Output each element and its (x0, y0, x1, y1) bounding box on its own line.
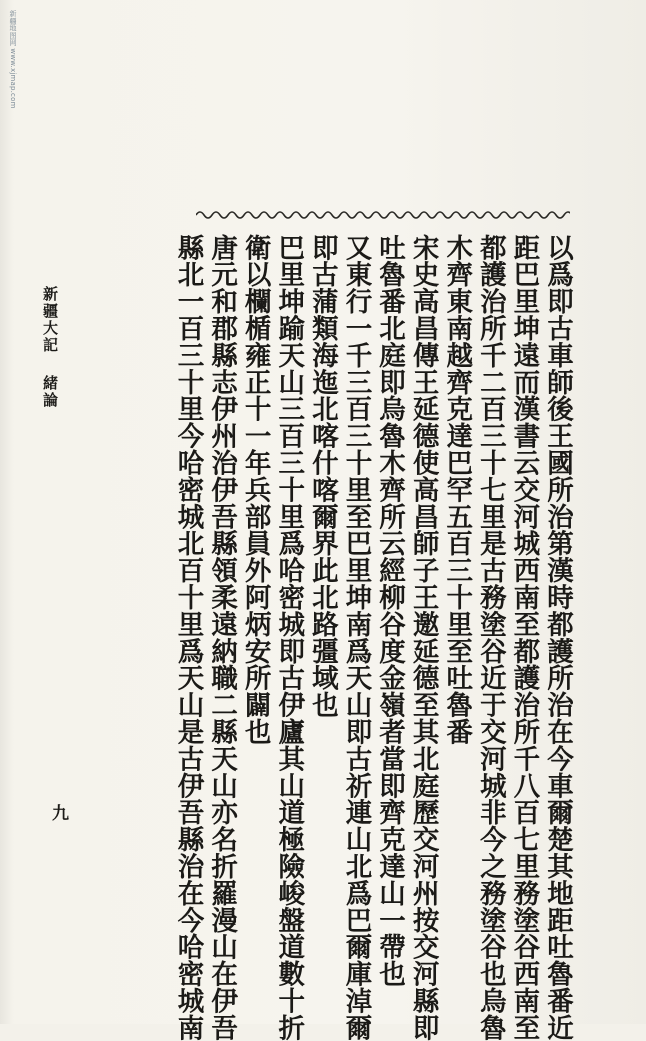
text-column-8: 即古蒲類海迤北喀什喀爾界此北路彊域也 (306, 234, 338, 719)
text-column-10: 衛以欄楯雍正十一年兵部員外阿炳安所闢也 (239, 234, 271, 746)
page-number: 九 (48, 804, 68, 821)
text-column-11: 唐元和郡縣志伊州治伊吾縣領柔遠納職二縣天山亦名折羅漫山在伊吾 (206, 234, 238, 1041)
site-watermark: 新疆地图网 www.xjmap.com (9, 10, 17, 109)
text-column-3: 都護治所千二百三十七里是古務塗谷近于交河城非今之務塗谷也烏魯 (474, 234, 506, 1041)
text-column-2: 距巴里坤遠而漢書云交河城西南至都護治所千八百七里務塗谷西南至 (508, 234, 540, 1041)
text-column-7: 又東行一千三百三十里至巴里坤南爲天山即古祈連山北爲巴爾庫淖爾 (340, 234, 372, 1041)
book-title: 新疆大記 (41, 286, 59, 354)
vertical-body-text (171, 234, 574, 1041)
text-column-9: 巴里坤踰天山三百三十里爲哈密城即古伊廬其山道極險峻盤道數十折 (273, 234, 305, 1041)
section-title: 緒論 (41, 375, 59, 410)
text-column-6: 吐魯番北庭即烏魯木齊所云經柳谷度金嶺者當即齊克達山一帶也 (374, 234, 406, 988)
decorative-wavy-rule (196, 208, 570, 222)
text-column-4: 木齊東南越齊克達巴罕五百三十里至吐魯番 (441, 234, 473, 746)
text-column-12: 縣北一百三十里今哈密城北百十里爲天山是古伊吾縣治在今哈密城南 (172, 234, 204, 1041)
text-column-1: 以爲即古車師後王國所治第漢時都護所治在今車爾楚其地距吐魯番近 (542, 234, 573, 1041)
running-head (40, 286, 61, 409)
text-column-5: 宋史高昌傳王延德使高昌師子王邀延德至其北庭歷交河州按交河縣即 (407, 234, 439, 1041)
